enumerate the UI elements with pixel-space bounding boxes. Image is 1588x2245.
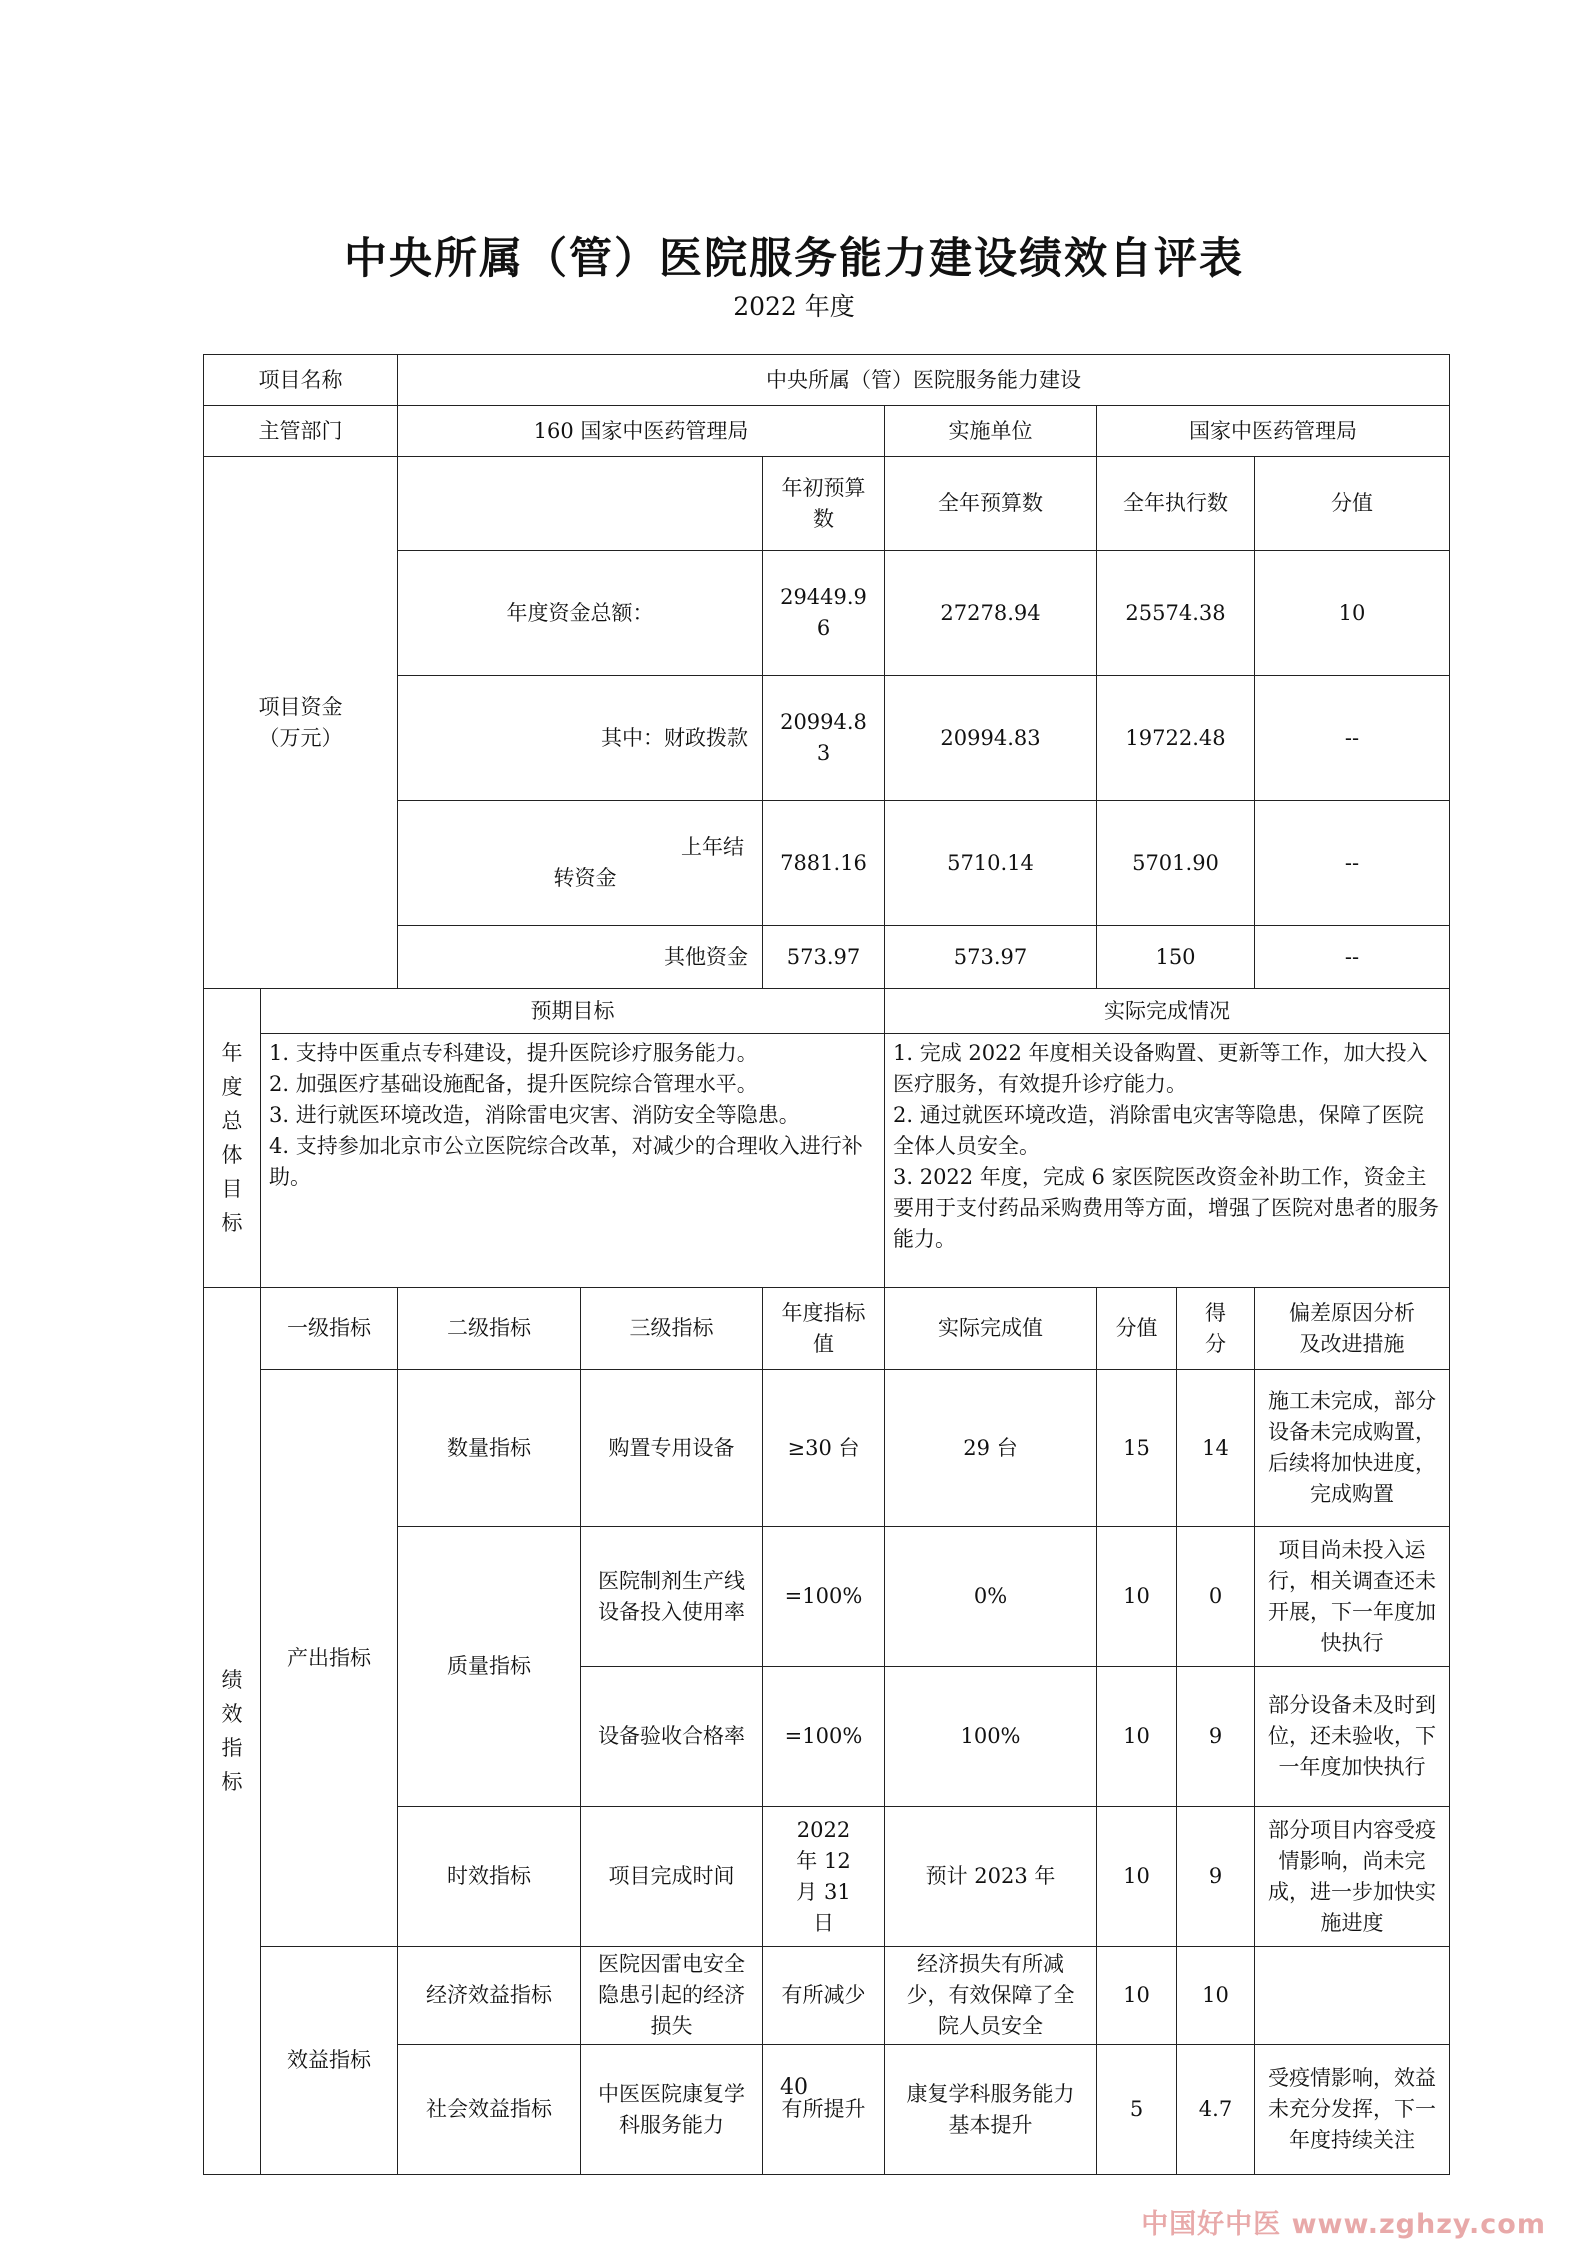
funds-header-annual: 全年预算数 [885,457,1097,551]
funds-header-weight: 分值 [1255,457,1450,551]
funds-initial: 7881.16 [763,801,885,926]
funds-header-row [204,457,1450,551]
indicator-level3: 购置专用设备 [581,1370,763,1527]
actual-header: 实际完成情况 [885,989,1450,1034]
expected-item: 3. 进行就医环境改造，消除雷电灾害、消防安全等隐患。 [269,1103,800,1127]
indicator-reason: 施工未完成，部分设备未完成购置，后续将加快进度，完成购置 [1255,1370,1450,1527]
header-reason: 偏差原因分析及改进措施 [1255,1288,1450,1370]
indicator-reason [1255,1947,1450,2045]
funds-header-initial: 年初预算数 [763,457,885,551]
header-level3: 三级指标 [581,1288,763,1370]
indicator-reason: 项目尚未投入运行，相关调查还未开展，下一年度加快执行 [1255,1527,1450,1667]
funds-label: 项目资金（万元） [204,457,398,989]
indicator-score: 0 [1177,1527,1255,1667]
funds-row-label: 其中：财政拨款 [398,676,763,801]
indicators-label: 绩效指标 [204,1288,261,2175]
funds-annual: 5710.14 [885,801,1097,926]
objectives-label: 年度总体目标 [204,989,261,1288]
expected-item: 1. 支持中医重点专科建设，提升医院诊疗服务能力。 [269,1041,758,1065]
funds-row-label: 其他资金 [398,926,763,989]
indicator-actual: 100% [885,1667,1097,1807]
indicator-actual: 康复学科服务能力基本提升 [885,2045,1097,2175]
funds-header-blank [398,457,763,551]
page-number: 40 [780,2075,808,2100]
indicator-level3: 医院制剂生产线设备投入使用率 [581,1527,763,1667]
indicator-score: 14 [1177,1370,1255,1527]
indicator-score: 4.7 [1177,2045,1255,2175]
indicator-level3: 设备验收合格率 [581,1667,763,1807]
indicator-target: 有所减少 [763,1947,885,2045]
indicator-level2: 数量指标 [398,1370,581,1527]
funds-executed: 19722.48 [1097,676,1255,801]
indicator-level2: 社会效益指标 [398,2045,581,2175]
funds-row-label [398,801,763,926]
indicator-score: 9 [1177,1807,1255,1947]
page-subtitle: 2022 年度 [733,292,855,321]
level1-output: 产出指标 [261,1370,398,1947]
funds-weight: 10 [1255,551,1450,676]
header-weight: 分值 [1097,1288,1177,1370]
page-title: 中央所属（管）医院服务能力建设绩效自评表 [344,234,1244,284]
funds-weight: -- [1255,676,1450,801]
indicator-score: 9 [1177,1667,1255,1807]
unit-label: 实施单位 [885,406,1097,457]
indicator-target: 2022 年 12 月 31 日 [763,1807,885,1947]
funds-annual: 573.97 [885,926,1097,989]
indicator-level2: 质量指标 [398,1527,581,1807]
indicator-actual: 0% [885,1527,1097,1667]
indicator-level2: 时效指标 [398,1807,581,1947]
indicator-level3: 中医医院康复学科服务能力 [581,2045,763,2175]
indicator-level3: 医院因雷电安全隐患引起的经济损失 [581,1947,763,2045]
project-name-value: 中央所属（管）医院服务能力建设 [398,355,1450,406]
objectives-header-row [204,989,1450,1034]
project-name-label: 项目名称 [204,355,398,406]
objectives-body-row [204,1034,1450,1288]
header-level2: 二级指标 [398,1288,581,1370]
indicator-target: =100% [763,1527,885,1667]
funds-weight: -- [1255,801,1450,926]
funds-row-label-part1: 上年结 [681,835,744,859]
expected-header: 预期目标 [261,989,885,1034]
project-name-row [204,355,1450,406]
header-score: 得分 [1177,1288,1255,1370]
department-row [204,406,1450,457]
indicator-reason: 受疫情影响，效益未充分发挥，下一年度持续关注 [1255,2045,1450,2175]
indicator-weight: 10 [1097,1527,1177,1667]
indicator-level2: 经济效益指标 [398,1947,581,2045]
dept-label: 主管部门 [204,406,398,457]
unit-value: 国家中医药管理局 [1097,406,1450,457]
indicator-target: 有所提升 [763,2045,885,2175]
actual-results [885,1034,1450,1288]
indicator-target: =100% [763,1667,885,1807]
header-target: 年度指标值 [763,1288,885,1370]
funds-executed: 25574.38 [1097,551,1255,676]
expected-item: 2. 加强医疗基础设施配备，提升医院综合管理水平。 [269,1072,758,1096]
actual-item: 3. 2022 年度，完成 6 家医院医改资金补助工作，资金主要用于支付药品采购费用等方面，增强了医院对患者的服务能力。 [893,1165,1439,1251]
indicator-weight: 5 [1097,2045,1177,2175]
indicator-weight: 10 [1097,1807,1177,1947]
funds-executed: 5701.90 [1097,801,1255,926]
funds-initial: 29449.96 [763,551,885,676]
indicator-level3: 项目完成时间 [581,1807,763,1947]
funds-executed: 150 [1097,926,1255,989]
indicator-actual: 29 台 [885,1370,1097,1527]
funds-header-executed: 全年执行数 [1097,457,1255,551]
indicator-row [204,1370,1450,1527]
indicator-score: 10 [1177,1947,1255,2045]
indicators-header-row [204,1288,1450,1370]
expected-goals [261,1034,885,1288]
funds-row-label-part2: 转资金 [553,866,617,890]
indicator-weight: 15 [1097,1370,1177,1527]
site-watermark: 中国好中医 www.zghzy.com [1141,2209,1546,2240]
indicator-reason: 部分项目内容受疫情影响，尚未完成，进一步加快实施进度 [1255,1807,1450,1947]
header-level1: 一级指标 [261,1288,398,1370]
expected-item: 4. 支持参加北京市公立医院综合改革，对减少的合理收入进行补助。 [269,1134,863,1189]
funds-initial: 573.97 [763,926,885,989]
indicator-row [204,1947,1450,2045]
indicator-actual: 经济损失有所减少，有效保障了全院人员安全 [885,1947,1097,2045]
funds-initial: 20994.83 [763,676,885,801]
indicator-weight: 10 [1097,1947,1177,2045]
actual-item: 2. 通过就医环境改造，消除雷电灾害等隐患，保障了医院全体人员安全。 [893,1103,1424,1158]
indicator-weight: 10 [1097,1667,1177,1807]
indicator-actual: 预计 2023 年 [885,1807,1097,1947]
header-actual: 实际完成值 [885,1288,1097,1370]
indicator-target: ≥30 台 [763,1370,885,1527]
dept-value: 160 国家中医药管理局 [398,406,885,457]
funds-row-label: 年度资金总额： [398,551,763,676]
level1-benefit: 效益指标 [261,1947,398,2175]
funds-weight: -- [1255,926,1450,989]
actual-item: 1. 完成 2022 年度相关设备购置、更新等工作，加大投入医疗服务，有效提升诊疗能力。 [893,1041,1428,1096]
funds-annual: 27278.94 [885,551,1097,676]
funds-annual: 20994.83 [885,676,1097,801]
evaluation-table [203,354,1450,2175]
indicator-reason: 部分设备未及时到位，还未验收，下一年度加快执行 [1255,1667,1450,1807]
